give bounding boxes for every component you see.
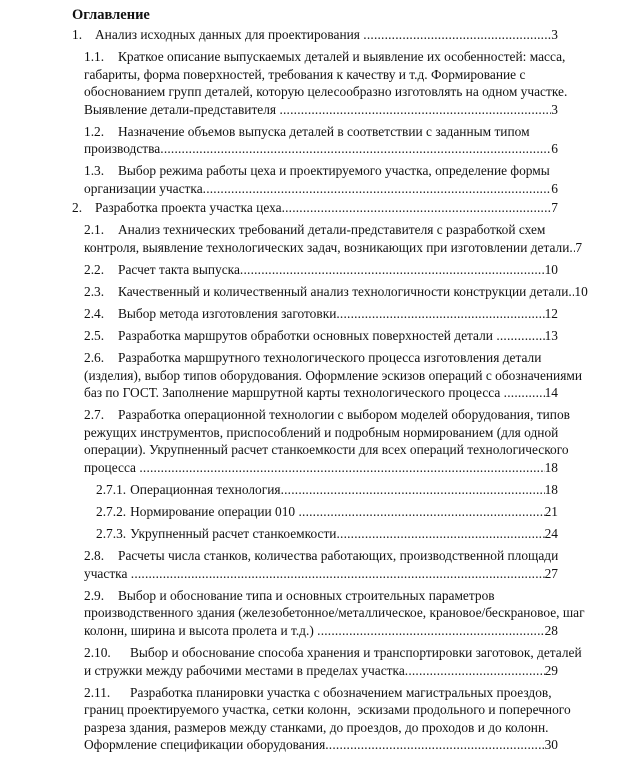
toc-entry[interactable] bbox=[72, 349, 583, 402]
toc-entry-text: Качественный и количественный анализ технологичности конструкции детали bbox=[118, 284, 569, 300]
toc-title: Оглавление bbox=[72, 7, 150, 23]
toc-page-number: 7 bbox=[551, 200, 558, 216]
toc-entry-number: 1. bbox=[72, 27, 83, 42]
dot-leader bbox=[279, 101, 551, 119]
toc-entry-line bbox=[72, 305, 558, 323]
toc-entry-text: Выбор режима работы цеха и проектируемого участка, определение формы bbox=[118, 163, 550, 179]
toc-entry-text: Разработка маршрутов обработки основных поверхностей детали bbox=[118, 328, 497, 344]
toc-entry-line bbox=[72, 719, 558, 737]
toc-entry-line bbox=[72, 406, 570, 424]
toc-entry-line bbox=[72, 525, 558, 543]
dot-leader bbox=[298, 503, 544, 521]
dot-leader bbox=[281, 481, 545, 499]
toc-entry[interactable] bbox=[72, 684, 571, 754]
toc-entry-text: обоснованием групп деталей, которую целесообразно изготовлять на одном участке. bbox=[84, 84, 568, 100]
toc-page-number: 14 bbox=[544, 385, 558, 401]
toc-entry-number: 2.11. bbox=[84, 684, 111, 700]
toc-entry-text: производства bbox=[84, 141, 161, 157]
dot-leader bbox=[131, 565, 545, 583]
toc-page-number: 6 bbox=[551, 180, 558, 196]
toc-entry[interactable] bbox=[72, 261, 558, 279]
dot-leader bbox=[160, 140, 551, 158]
dot-leader bbox=[325, 736, 544, 754]
toc-page-number: 7 bbox=[575, 239, 583, 255]
toc-entry-line bbox=[72, 101, 558, 119]
toc-entry-text: границ проектируемого участка, сетки колонн, эскизами продольного и поперечного bbox=[84, 702, 571, 718]
toc-page-number: 12 bbox=[544, 306, 558, 322]
dot-leader bbox=[282, 199, 552, 217]
toc-page-number: 24 bbox=[544, 526, 558, 542]
toc-entry-text: габариты, форма поверхностей, требования к качеству и т.д. Формирование с bbox=[84, 66, 526, 82]
toc-entry[interactable] bbox=[72, 406, 570, 476]
toc-entry[interactable] bbox=[72, 503, 558, 521]
toc-entry-line bbox=[72, 547, 558, 565]
toc-entry-line bbox=[72, 441, 569, 459]
toc-entry-line bbox=[72, 459, 558, 477]
toc-entry[interactable] bbox=[72, 48, 568, 118]
toc-entry-text: Укрупненный расчет станкоемкости bbox=[130, 526, 337, 542]
toc-page-number: 3 bbox=[551, 101, 558, 117]
toc-entry-line bbox=[72, 367, 583, 385]
toc-entry-number: 2.5. bbox=[84, 328, 105, 344]
toc-entry-text: Анализ исходных данных для проектирования bbox=[95, 27, 364, 42]
toc-page-number: 6 bbox=[551, 141, 558, 157]
toc-entry-line bbox=[72, 587, 558, 605]
toc-entry-number: 2.9. bbox=[84, 587, 105, 603]
toc-entry-text: производственного здания (железобетонное/металлическое, крановое/бескрановое, шаг bbox=[84, 605, 585, 621]
toc-entry-line bbox=[72, 644, 582, 662]
toc-entry-line bbox=[72, 83, 568, 101]
toc-entry-number: 2.1. bbox=[84, 222, 105, 238]
dot-leader bbox=[363, 26, 551, 44]
toc-entry-line bbox=[72, 327, 558, 345]
toc-entry-line bbox=[72, 261, 558, 279]
toc-entry-text: Нормирование операции 010 bbox=[130, 504, 299, 520]
toc-entries bbox=[72, 26, 588, 754]
toc-page-number: 10 bbox=[574, 284, 588, 300]
toc-entry-number: 2.2. bbox=[84, 261, 105, 277]
dot-leader bbox=[317, 622, 544, 640]
toc-entry-number: 2.7.2. bbox=[96, 504, 127, 520]
toc-page-number: 10 bbox=[544, 261, 558, 277]
toc-entry-text: разреза здания, размеров между станками, до проездов, до проходов и до колонн. bbox=[84, 719, 549, 735]
toc-entry-number: 2.3. bbox=[84, 284, 105, 300]
toc-entry-line bbox=[72, 123, 558, 141]
toc-entry-text: процесса bbox=[84, 459, 140, 475]
toc-entry-number: 2.8. bbox=[84, 548, 105, 564]
toc-entry-text: участка bbox=[84, 565, 131, 581]
toc-entry-number: 2. bbox=[72, 200, 83, 216]
toc-entry-line bbox=[72, 622, 558, 640]
toc-page-number: 28 bbox=[544, 622, 558, 638]
toc-entry[interactable] bbox=[72, 525, 558, 543]
toc-entry-line bbox=[72, 66, 558, 84]
toc-entry-line bbox=[72, 481, 558, 499]
toc-entry-line bbox=[72, 349, 558, 367]
dot-leader bbox=[240, 261, 545, 279]
toc-entry-text: Назначение объемов выпуска деталей в соответствии с заданным типом bbox=[118, 123, 530, 139]
toc-entry-line bbox=[72, 701, 571, 719]
dot-leader bbox=[496, 327, 544, 345]
dot-leader bbox=[139, 459, 544, 477]
toc-entry[interactable] bbox=[72, 199, 558, 217]
toc-entry-text: Разработка маршрутного технологического процесса изготовления детали bbox=[118, 350, 542, 366]
toc-entry[interactable] bbox=[72, 283, 588, 301]
toc-entry-line bbox=[72, 565, 558, 583]
toc-entry-line bbox=[72, 503, 558, 521]
toc-entry-line bbox=[72, 283, 588, 301]
dot-leader bbox=[405, 662, 545, 680]
toc-entry[interactable] bbox=[72, 162, 558, 197]
toc-entry-text: (изделия), выбор типов оборудования. Оформление эскизов операций с обозначениями bbox=[84, 367, 583, 383]
toc-entry-number: 1.2. bbox=[84, 123, 105, 139]
toc-entry-line bbox=[72, 221, 558, 239]
toc-entry-number: 1.3. bbox=[84, 163, 105, 179]
toc-entry-line bbox=[72, 140, 558, 158]
toc-entry-text: Оформление спецификации оборудования bbox=[84, 737, 326, 753]
toc-entry-text: Разработка проекта участка цеха bbox=[95, 200, 282, 216]
toc-entry[interactable] bbox=[72, 123, 558, 158]
toc-entry-line bbox=[72, 199, 558, 217]
toc-entry-text: контроля, выявление технологических задач, возникающих при изготовлении детали bbox=[84, 239, 570, 255]
toc-entry-text: Выбор и обоснование типа и основных строительных параметров bbox=[118, 587, 495, 603]
toc-entry-text: Расчет такта выпуска bbox=[118, 261, 240, 277]
toc-entry-line bbox=[72, 684, 558, 702]
toc-page-number: 13 bbox=[544, 328, 558, 344]
toc-entry-text: Краткое описание выпускаемых деталей и выявление их особенностей: масса, bbox=[118, 49, 566, 65]
toc-entry-text: Выявление детали-представителя bbox=[84, 101, 280, 117]
dot-leader bbox=[336, 525, 544, 543]
toc-entry[interactable] bbox=[72, 26, 558, 44]
toc-page-number: 3 bbox=[551, 27, 558, 42]
toc-entry-line bbox=[72, 736, 558, 754]
toc-entry-number: 2.7. bbox=[84, 407, 105, 423]
toc-page-number: 30 bbox=[544, 737, 558, 753]
toc-entry-text: и стружки между рабочими местами в пределах участка bbox=[84, 662, 405, 678]
toc-entry-text: Разработка операционной технологии с выбором моделей оборудования, типов bbox=[118, 407, 570, 423]
toc-page-number: 18 bbox=[544, 459, 558, 475]
toc-page-number: 18 bbox=[544, 482, 558, 498]
toc-entry[interactable] bbox=[72, 221, 583, 256]
toc-entry[interactable] bbox=[72, 587, 585, 640]
dot-leader bbox=[504, 384, 545, 402]
toc-entry-text: колонн, ширина и высота пролета и т.д.) bbox=[84, 622, 318, 638]
toc-entry[interactable] bbox=[72, 305, 558, 323]
toc-page-number: 27 bbox=[544, 565, 558, 581]
table-of-contents bbox=[72, 6, 588, 754]
toc-entry[interactable] bbox=[72, 547, 558, 582]
toc-entry-text: Расчеты числа станков, количества работающих, производственной площади bbox=[118, 548, 559, 564]
toc-entry-text: баз по ГОСТ. Заполнение маршрутной карты технологического процесса bbox=[84, 385, 504, 401]
toc-entry-text: Операционная технология bbox=[130, 482, 281, 498]
toc-entry-number: 2.4. bbox=[84, 306, 105, 322]
toc-entry-number: 2.7.1. bbox=[96, 482, 127, 498]
toc-entry-line bbox=[72, 180, 558, 198]
toc-entry-text: Выбор и обоснование способа хранения и транспортировки заготовок, деталей bbox=[130, 645, 582, 660]
toc-page-number: 21 bbox=[544, 504, 558, 520]
toc-entry-line bbox=[72, 162, 558, 180]
toc-entry-number: 2.7.3. bbox=[96, 526, 127, 542]
toc-entry-text: Разработка планировки участка с обозначением магистральных проездов, bbox=[130, 684, 552, 700]
toc-page-number: 29 bbox=[544, 662, 558, 678]
toc-entry-text: режущих инструментов, приспособлений и подробным нормированием (для одной bbox=[84, 424, 559, 440]
toc-entry[interactable] bbox=[72, 644, 582, 679]
toc-entry-line bbox=[72, 239, 583, 257]
toc-entry-line bbox=[72, 48, 566, 66]
toc-entry[interactable] bbox=[72, 481, 558, 499]
toc-entry-line bbox=[72, 604, 585, 622]
toc-entry-text: организации участка bbox=[84, 180, 203, 196]
toc-entry-line bbox=[72, 662, 558, 680]
dot-leader bbox=[203, 180, 552, 198]
toc-entry-line bbox=[72, 424, 558, 442]
dot-leader bbox=[336, 305, 544, 323]
toc-entry-number: 2.10. bbox=[84, 645, 111, 660]
toc-entry-text: Выбор метода изготовления заготовки bbox=[118, 306, 337, 322]
toc-entry-number: 1.1. bbox=[84, 49, 105, 65]
toc-entry-line bbox=[72, 384, 558, 402]
toc-entry-line bbox=[72, 26, 558, 44]
toc-entry-number: 2.6. bbox=[84, 350, 105, 366]
toc-entry-text: операции). Укрупненный расчет станкоемкости для всех операций технологического bbox=[84, 442, 569, 458]
toc-entry[interactable] bbox=[72, 327, 558, 345]
toc-entry-text: Анализ технических требований детали-представителя с разработкой схем bbox=[118, 222, 546, 238]
